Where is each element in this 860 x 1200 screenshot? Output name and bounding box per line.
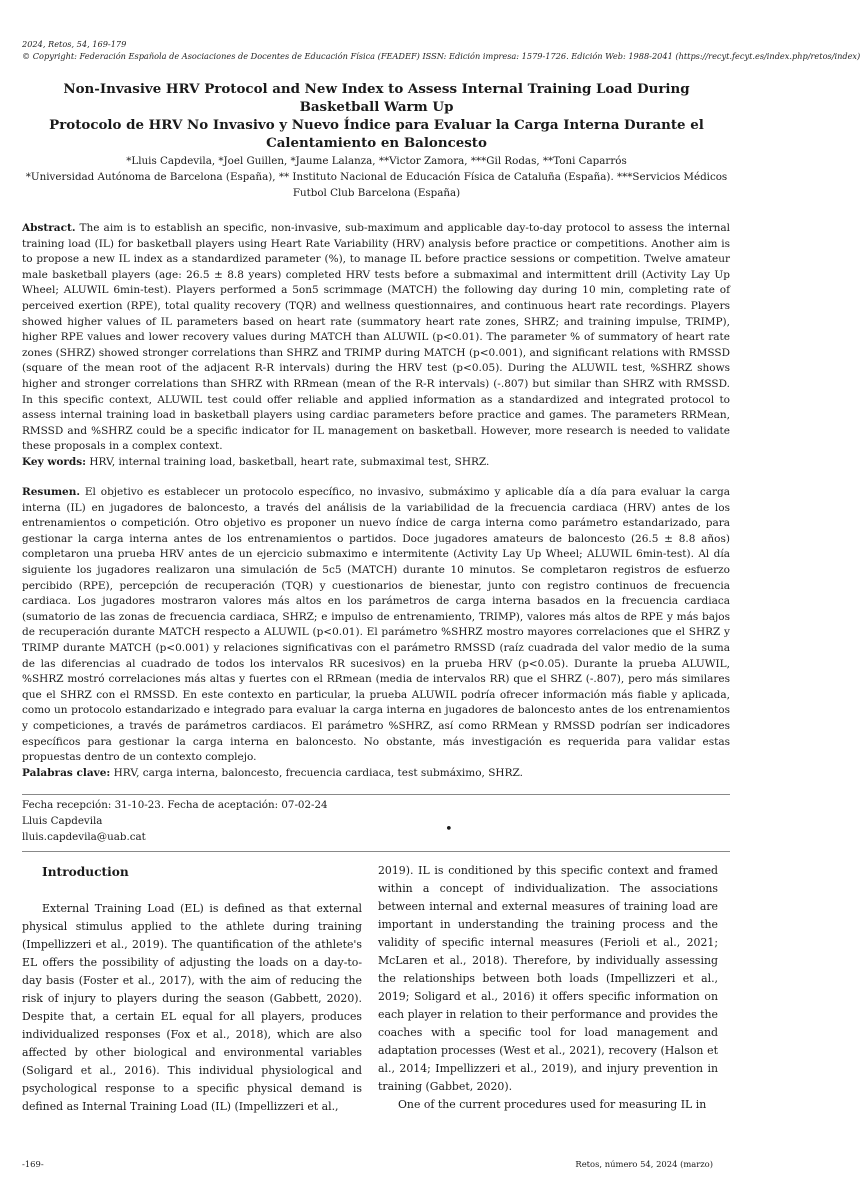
- palabras-clave-line: [22, 766, 730, 782]
- resumen-label: Resumen.: [22, 486, 81, 498]
- section-heading-introduction: Introduction: [42, 865, 129, 879]
- title-block: [22, 80, 731, 152]
- header-citation: 2024, Retos, 54, 169-179: [22, 39, 127, 49]
- column-right: [378, 862, 718, 1114]
- abstract-text: The aim is to establish an specific, non-invasive, sub-maximum and applicable day-to-day protocol to assess the internal training load (IL) for basketball players using Heart Rate Variability (HRV) analysis before practice or competitions. Another aim is to propose a new IL index as a standardized parameter (%), to manage IL before practice sessions or competition. Twelve amateur male basketball players (age: 26.5 ± 8.8 years) completed HRV tests before a submaximal and intermittent drill (Activity Lay Up Wheel; ALUWIL 6min-test). Players performed a 5on5 scrimmage (MATCH) the following day during 10 min, completing rate of perceived exertion (RPE), total quality recovery (TQR) and wellness questionnaires, and continuous heart rate recordings. Players showed higher values of IL parameters based on heart rate (summatory heart rate zones, SHRZ; and training impulse, TRIMP), higher RPE values and lower recovery values during MATCH than ALUWIL (p<0.01). The parameter % of summatory of heart rate zones (SHRZ) showed stronger correlations than SHRZ and TRIMP during MATCH (p<0.001), and significant relations with RMSSD (square of the mean root of the adjacent R-R intervals) during the HRV test (p<0.05). During the ALUWIL test, %SHRZ shows higher and stronger correlations than SHRZ with RRmean (mean of the R-R intervals) (-.807) but similar than SHRZ with RMSSD. In this specific context, ALUWIL test could offer reliable and applied information as a standardized and integrated protocol to assess internal training load in basketball players using cardiac parameters before practice and games. The parameters RRMean, RMSSD and %SHRZ could be a specific indicator for IL management on basketball. However, more research is needed to validate these proposals in a complex context.: [22, 222, 730, 453]
- corresponding-author: Lluis Capdevila: [22, 815, 103, 827]
- abstract-english: [22, 221, 730, 471]
- abstract-spanish: [22, 485, 730, 781]
- journal-header: [22, 38, 860, 62]
- resumen-text: El objetivo es establecer un protocolo específico, no invasivo, submáximo y aplicable día a día para evaluar la carga interna (IL) en jugadores de baloncesto, a través del análisis de la variabilidad de la frecuencia cardiaca (HRV) antes de los entrenamientos o competición. Otro objetivo es proponer un nuevo índice de carga interna como parámetro estandarizado, para gestionar la carga interna antes de los entrenamientos o partidos. Doce jugadores amateurs de baloncesto (26.5 ± 8.8 años) completaron una prueba HRV antes de un ejercicio submaximo e intermitente (Activity Lay Up Wheel; ALUWIL 6min-test). Al día siguiente los jugadores realizaron una simulación de 5c5 (MATCH) durante 10 minutos. Se completaron registros de esfuerzo percibido (RPE), percepción de recuperación (TQR) y cuestionarios de bienestar, junto con registro continuos de frecuencia cardiaca. Los jugadores mostraron valores más altos en los parámetros de carga interna basados en la frecuencia cardiaca (sumatorio de las zonas de frecuencia cardiaca, SHRZ; e impulso de entrenamiento, TRIMP), valores más altos de RPE y más bajos de recuperación durante MATCH respecto a ALUWIL (p<0.01). El parámetro %SHRZ mostro mayores correlaciones que el SHRZ y TRIMP durante MATCH (p<0.001) y relaciones significativas con el parámetro RMSSD (raíz cuadrada del valor medio de la suma de las diferencias al cuadrado de todos los intervalos RR sucesivos) en la prueba HRV (p<0.05). Durante la prueba ALUWIL, %SHRZ mostró correlaciones más altas y fuertes con el RRmean (media de intervalos RR) que el SHRZ (-.807), pero más similares que el SHRZ con el RMSSD. En este contexto en particular, la prueba ALUWIL podría ofrecer información más fiable y aplicada, como un protocolo estandarizado e integrado para evaluar la carga interna en jugadores de baloncesto antes de los entrenamientos y competiciones, a través de parámetros cardiacos. El parámetro %SHRZ, así como RRMean y RMSSD podrían ser indicadores específicos para gestionar la carga interna en baloncesto. No obstante, más investigación es requerida para validar estas propuestas dentro de un contexto complejo.: [22, 486, 730, 764]
- column-left: [22, 862, 362, 1116]
- intro-paragraph-continued: 2019). IL is conditioned by this specific context and framed within a concept of individualization. The associations between internal and external measures of training load are important in understanding the training process and the validity of specific internal measures (Ferioli et al., 2021; McLaren et al., 2018). Therefore, by individually assessing the relationships between both loads (Impellizzeri et al., 2019; Soligard et al., 2016) it offers specific information on each player in relation to their performance and provides the coaches with a specific tool for load management and adaptation processes (West et al., 2021), recovery (Halson et al., 2014; Impellizzeri et al., 2019), and injury prevention in training (Gabbet, 2020).: [378, 864, 718, 1093]
- author-email: lluis.capdevila@uab.cat: [22, 831, 146, 843]
- page-number: -169-: [22, 1159, 44, 1169]
- article-meta: [22, 797, 328, 845]
- palabras-clave-label: Palabras clave:: [22, 766, 111, 779]
- keywords-text: HRV, internal training load, basketball, heart rate, submaximal test, SHRZ.: [89, 455, 490, 468]
- affiliations: *Universidad Autónoma de Barcelona (España), ** Instituto Nacional de Educación Física de Cataluña (España). ***Servicios Médicos Futbol Club Barcelona (España): [25, 171, 728, 199]
- intro-paragraph-1: External Training Load (EL) is defined as that external physical stimulus applied to the athlete during training (Impellizzeri et al., 2019). The quantification of the athlete's EL offers the possibility of adjusting the loads on a day-to-day basis (Foster et al., 2017), with the aim of reducing the risk of injury to players during the season (Gabbett, 2020). Despite that, a certain EL equal for all players, produces individualized responses (Fox et al., 2018), which are also affected by other biological and environmental variables (Soligard et al., 2016). This individual physiological and psychological response to a specific physical demand is defined as Internal Training Load (IL) (Impellizzeri et al.,: [22, 902, 362, 1113]
- resumen-body: [22, 485, 730, 766]
- palabras-clave-text: HRV, carga interna, baloncesto, frecuencia cardiaca, test submáximo, SHRZ.: [113, 766, 523, 779]
- intro-paragraph-2: One of the current procedures used for measuring IL in: [398, 1098, 707, 1111]
- abstract-body: [22, 221, 730, 455]
- journal-footer: Retos, número 54, 2024 (marzo): [575, 1159, 713, 1169]
- keywords-line: [22, 455, 730, 471]
- title-spanish: Protocolo de HRV No Invasivo y Nuevo Índice para Evaluar la Carga Interna Durante el Calentamiento en Baloncesto: [49, 117, 704, 151]
- author-list: *Lluis Capdevila, *Joel Guillen, *Jaume Lalanza, **Victor Zamora, ***Gil Rodas, **Toni Caparrós: [126, 155, 627, 167]
- abstract-label: Abstract.: [22, 222, 76, 234]
- header-copyright: © Copyright: Federación Española de Asociaciones de Docentes de Educación Física (FEADEF) ISSN: Edición impresa: 1579-1726. Edición Web: 1988-2041 (https://recyt.fecyt.es/index.php/retos/index): [22, 51, 860, 61]
- divider-top: [22, 794, 730, 795]
- keywords-label: Key words:: [22, 455, 87, 468]
- author-block: [22, 153, 731, 201]
- reception-dates: Fecha recepción: 31-10-23. Fecha de aceptación: 07-02-24: [22, 799, 328, 811]
- title-english: Non-Invasive HRV Protocol and New Index to Assess Internal Training Load During Basketball Warm Up: [63, 81, 690, 115]
- bullet-dot-icon: •: [445, 822, 453, 837]
- divider-bottom: [22, 851, 730, 852]
